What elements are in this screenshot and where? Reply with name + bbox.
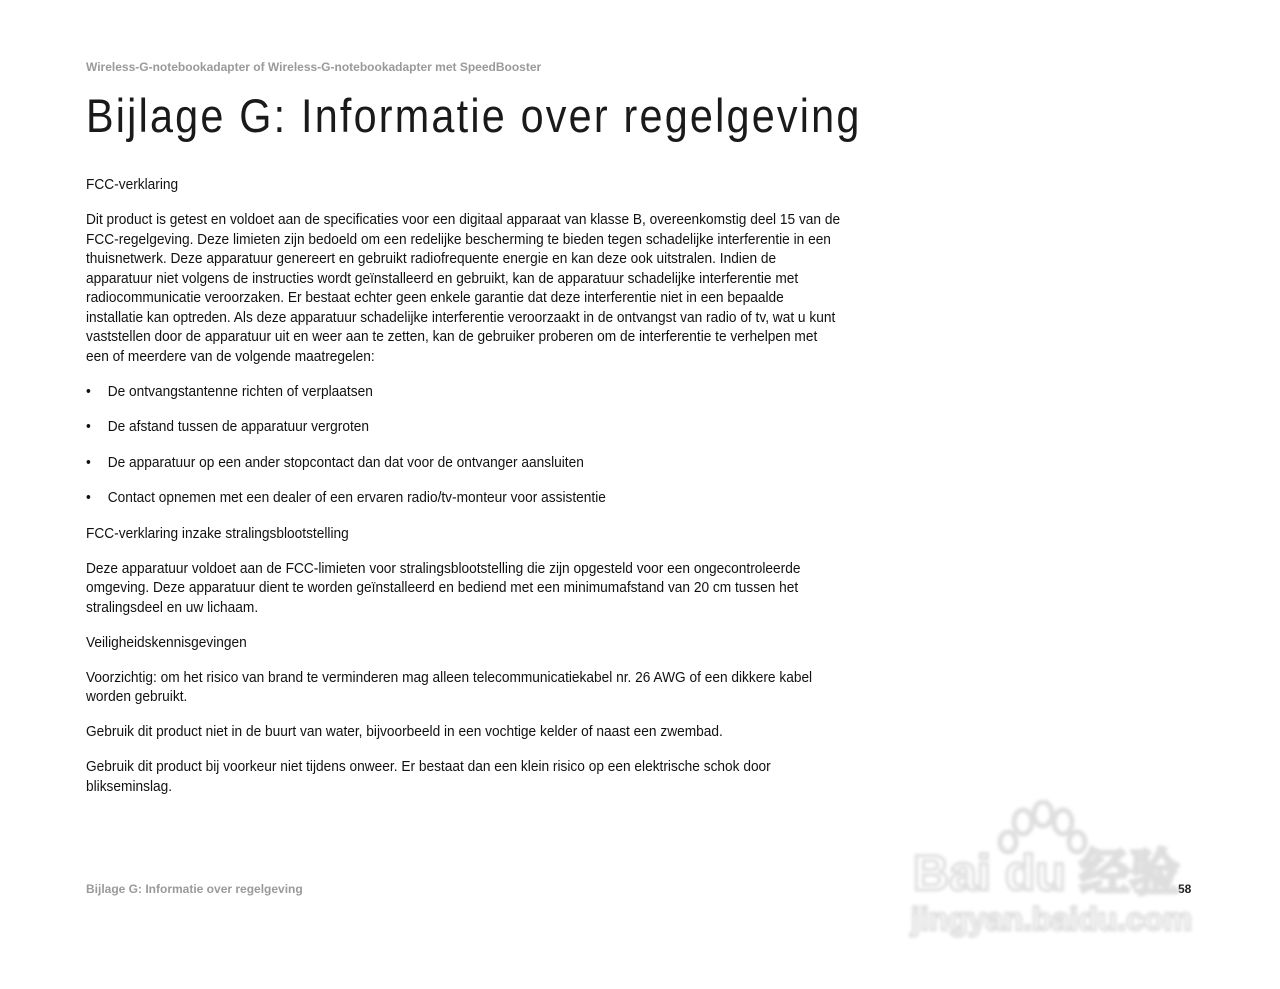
radiation-paragraph: Deze apparatuur voldoet aan de FCC-limieten voor stralingsblootstelling die zijn opgesteld voor een ongecontroleerde omgeving. Deze apparatuur dient te worden geïnstalleerd en bediend met een minimumafstand van 20 cm tussen het stralingsdeel en uw lichaam. <box>86 560 801 616</box>
fcc-heading: FCC-verklaring <box>86 177 179 193</box>
list-item-text: Contact opnemen met een dealer of een ervaren radio/tv-monteur voor assistentie <box>107 490 606 506</box>
list-item <box>86 489 842 509</box>
page-title: Bijlage G: Informatie over regelgeving <box>86 89 862 142</box>
bullet-icon: • <box>86 454 91 471</box>
safety-storm-paragraph: Gebruik dit product bij voorkeur niet tijdens onweer. Er bestaat dan een klein risico op een elektrische schok door blikseminslag. <box>86 759 771 795</box>
list-item <box>86 454 842 474</box>
bullet-icon: • <box>86 490 91 506</box>
list-item <box>86 383 842 403</box>
list-item-text: De ontvangstantenne richten of verplaatsen <box>107 383 373 400</box>
document-body <box>86 176 842 813</box>
radiation-heading: FCC-verklaring inzake stralingsblootstelling <box>86 525 349 542</box>
list-item-text: De afstand tussen de apparatuur vergroten <box>107 419 370 435</box>
list-item-text: De apparatuur op een ander stopcontact dan dat voor de ontvanger aansluiten <box>107 454 584 471</box>
bullet-icon: • <box>86 419 91 435</box>
bullet-icon: • <box>86 383 91 400</box>
watermark-logo-text: Bai du 经验 <box>913 845 1180 901</box>
safety-heading: Veiligheidskennisgevingen <box>86 634 247 651</box>
baidu-jingyan-watermark <box>905 800 1205 940</box>
safety-water-paragraph: Gebruik dit product niet in de buurt van water, bijvoorbeeld in een vochtige kelder of naast een zwembad. <box>86 724 723 740</box>
measures-list <box>86 383 842 509</box>
list-item <box>86 418 842 438</box>
safety-caution-paragraph: Voorzichtig: om het risico van brand te verminderen mag alleen telecommunicatiekabel nr. 26 AWG of een dikkere kabel worden gebruikt. <box>86 669 813 705</box>
running-header: Wireless-G-notebookadapter of Wireless-G-notebookadapter met SpeedBooster <box>86 60 542 74</box>
page-number: 58 <box>1178 882 1192 896</box>
watermark-url-text: jingyan.baidu.com <box>911 901 1192 937</box>
fcc-paragraph: Dit product is getest en voldoet aan de specificaties voor een digitaal apparaat van klasse B, overeenkomstig deel 15 van de FCC-regelgeving. Deze limieten zijn bedoeld om een redelijke bescherming te bieden tegen schadelijke interferentie in een thuisnetwerk. Deze apparatuur genereert en gebruikt radiofrequente energie en kan deze ook uitstralen. Indien de apparatuur niet volgens de instructies wordt geïnstalleerd en gebruikt, kan de apparatuur schadelijke interferentie met radiocommunicatie veroorzaken. Er bestaat echter geen enkele garantie dat deze interferentie niet in een bepaalde installatie kan optreden. Als deze apparatuur schadelijke interferentie veroorzaakt in de ontvangst van radio of tv, wat u kunt vaststellen door de apparatuur uit en weer aan te zetten, kan de gebruiker proberen om de interferentie te verhelpen met een of meerdere van de volgende maatregelen: <box>86 212 841 365</box>
running-footer: Bijlage G: Informatie over regelgeving <box>86 882 303 896</box>
